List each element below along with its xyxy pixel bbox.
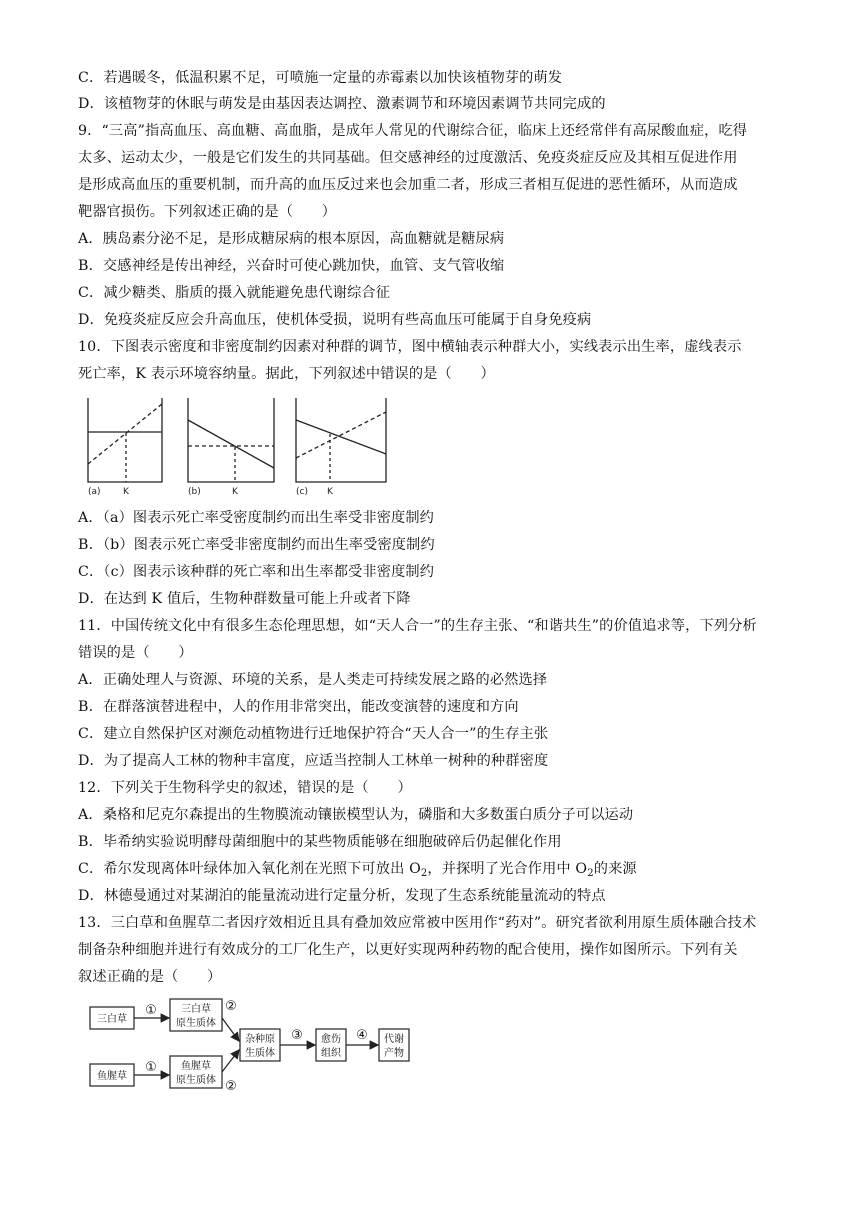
graph-a	[88, 398, 162, 482]
q11-option-d: D．为了提高人工林的物种丰富度，应适当控制人工林单一树种的种群密度	[78, 753, 549, 769]
q12-option-c-part2: ，并探明了光合作用中 O	[427, 861, 588, 877]
product-label-1: 代谢	[384, 1034, 404, 1045]
q9-stem-line3: 是形成高血压的重要机制，而升高的血压反过来也会加重二者，形成三者相互促进的恶性循环，从而造成	[78, 177, 738, 193]
density-regulation-graphs	[84, 394, 394, 498]
q10-option-a: A．（a）图表示死亡率受密度制约而出生率受非密度制约	[78, 510, 435, 526]
o2-subscript: 2	[587, 868, 594, 879]
q12-option-b: B．毕希纳实验说明酵母菌细胞中的某些物质能够在细胞破碎后仍起催化作用	[78, 834, 562, 850]
yuxingcao-protoplast-label-1: 鱼腥草	[181, 1061, 211, 1072]
sanbaicao-label: 三白草	[97, 1014, 127, 1025]
q10-stem-line1: 10．下图表示密度和非密度制约因素对种群的调节，图中横轴表示种群大小，实线表示出生率，虚线表示	[78, 339, 742, 355]
q12-option-c	[78, 859, 637, 879]
q11-option-a: A．正确处理人与资源、环境的关系，是人类走可持续发展之路的必然选择	[78, 672, 548, 688]
step4-marker: ④	[356, 1028, 368, 1043]
q11-stem-line1: 11．中国传统文化中有很多生态伦理思想，如“天人合一”的生存主张、“和谐共生”的价值追求等，下列分析	[78, 618, 757, 634]
graph-c-label: (c)	[296, 487, 308, 497]
q9-option-b: B．交感神经是传出神经，兴奋时可使心跳加快，血管、支气管收缩	[78, 258, 505, 274]
callus-label-2: 组织	[321, 1048, 341, 1059]
step1-marker: ①	[145, 1060, 157, 1075]
q11-option-b: B．在群落演替进程中，人的作用非常突出，能改变演替的速度和方向	[78, 699, 519, 715]
q9-stem-line4: 靶器官损伤。下列叙述正确的是（ ）	[78, 204, 337, 220]
graph-b-k-label: K	[232, 487, 238, 497]
hybrid-protoplast-label-1: 杂种原	[245, 1034, 275, 1045]
q10-option-c: C．（c）图表示该种群的死亡率和出生率都受非密度制约	[78, 564, 435, 580]
q13-stem-line2: 制备杂种细胞并进行有效成分的工厂化生产，以更好实现两种药物的配合使用，操作如图所示。下列有关	[78, 942, 738, 958]
yuxingcao-protoplast-label-2: 原生质体	[176, 1075, 216, 1086]
step2-marker: ②	[225, 1079, 237, 1094]
q13-stem-line1: 13．三白草和鱼腥草二者因疗效相近且具有叠加效应常被中医用作“药对”。研究者欲利用原生质体融合技术	[78, 915, 757, 931]
protoplast-fusion-diagram	[88, 996, 418, 1094]
step2-marker: ②	[225, 999, 237, 1014]
graph-b-label: (b)	[188, 487, 201, 497]
q9-stem-line2: 太多、运动太少，一般是它们发生的共同基础。但交感神经的过度激活、免疫炎症反应及其相互促进作用	[78, 150, 738, 166]
yuxingcao-label: 鱼腥草	[97, 1071, 127, 1082]
sanbaicao-protoplast-label-2: 原生质体	[176, 1018, 216, 1029]
q12-option-d: D．林德曼通过对某湖泊的能量流动进行定量分析，发现了生态系统能量流动的特点	[78, 888, 606, 904]
q11-stem-line2: 错误的是（ ）	[78, 645, 193, 661]
callus-label-1: 愈伤	[321, 1034, 341, 1045]
q12-option-c-part3: 的来源	[593, 861, 637, 877]
q10-option-b: B．（b）图表示死亡率受非密度制约而出生率受密度制约	[78, 537, 435, 553]
q8-option-d: D．该植物芽的休眠与萌发是由基因表达调控、激素调节和环境因素调节共同完成的	[78, 96, 606, 112]
hybrid-protoplast-label-2: 生质体	[245, 1048, 275, 1059]
q12-stem: 12．下列关于生物科学史的叙述，错误的是（ ）	[78, 780, 412, 796]
q9-option-a: A．胰岛素分泌不足，是形成糖尿病的根本原因，高血糖就是糖尿病	[78, 231, 505, 247]
graph-c-k-label: K	[327, 487, 333, 497]
q9-option-d: D．免疫炎症反应会升高血压，使机体受损，说明有些高血压可能属于自身免疫病	[78, 312, 592, 328]
graph-b	[188, 398, 274, 482]
step3-marker: ③	[291, 1028, 303, 1043]
product-label-2: 产物	[384, 1048, 404, 1059]
q9-option-c: C．减少糖类、脂质的摄入就能避免患代谢综合征	[78, 285, 391, 301]
graph-a-label: (a)	[88, 487, 101, 497]
o2-subscript: 2	[420, 868, 428, 879]
q9-stem-line1: 9．“三高”指高血压、高血糖、高血脂，是成年人常见的代谢综合征，临床上还经常伴有高尿酸血症，吃得	[78, 123, 748, 139]
q10-stem-line2: 死亡率，K 表示环境容纳量。据此，下列叙述中错误的是（ ）	[78, 366, 495, 382]
q12-option-c-part1: C．希尔发现离体叶绿体加入氧化剂在光照下可放出 O	[78, 861, 421, 877]
sanbaicao-protoplast-label-1: 三白草	[181, 1004, 211, 1015]
q11-option-c: C．建立自然保护区对濒危动植物进行迁地保护符合“天人合一”的生存主张	[78, 726, 549, 742]
q10-option-d: D．在达到 K 值后，生物种群数量可能上升或者下降	[78, 591, 411, 607]
q13-stem-line3: 叙述正确的是（ ）	[78, 969, 222, 985]
graph-c	[296, 398, 386, 482]
q12-option-a: A．桑格和尼克尔森提出的生物膜流动镶嵌模型认为，磷脂和大多数蛋白质分子可以运动	[78, 807, 634, 823]
q8-option-c: C．若遇暖冬，低温积累不足，可喷施一定量的赤霉素以加快该植物芽的萌发	[78, 70, 563, 86]
graph-a-k-label: K	[123, 487, 129, 497]
step1-marker: ①	[145, 1003, 157, 1018]
